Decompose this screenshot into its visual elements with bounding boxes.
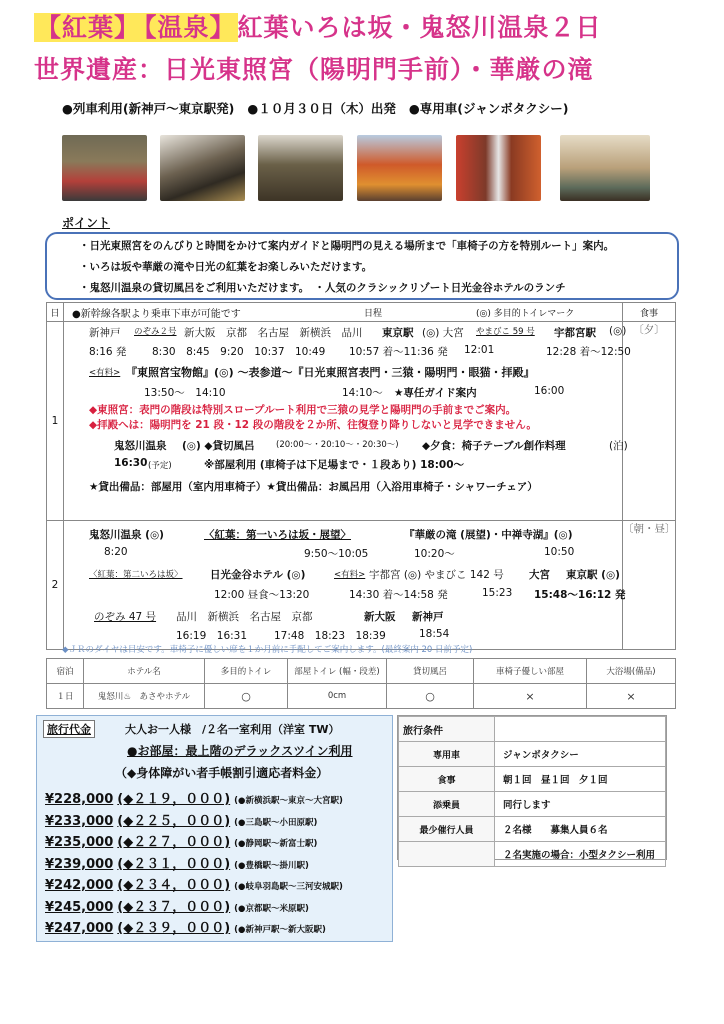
photo-kegon-falls xyxy=(456,135,541,201)
cond-meal-value: 朝１回 昼１回 夕１回 xyxy=(495,767,666,792)
photo-yomeimon-gate xyxy=(258,135,343,201)
cond-escort-value: 同行します xyxy=(495,792,666,817)
d1-t-tokyo: 10:57 着～11:36 発 xyxy=(349,346,448,358)
day1-number: 1 xyxy=(47,322,64,521)
d1-toshogu-route: 『東照宮宝物館』(◎) ～表参道～『日光東照宮表門・三猿・陽明門・眼猫・拝殿』 xyxy=(126,366,535,379)
d1-t-arrive: 16:30 xyxy=(114,457,148,469)
d1-stations: 新大阪 京都 名古屋 新横浜 品川 xyxy=(184,327,363,339)
d1-t-stops: 8:30 8:45 9:20 10:37 10:49 xyxy=(152,346,326,358)
price-area: (●京都駅～米原駅) xyxy=(234,903,309,914)
price-discount: (◆２３１，０００) xyxy=(117,856,231,872)
hotel-table xyxy=(46,658,676,709)
room-info: ●お部屋：最上階のデラックスツイン利用 xyxy=(127,744,353,758)
d2-shinosaka: 新大阪 xyxy=(364,611,396,623)
price-row xyxy=(45,874,343,893)
d2-t-lunch: 12:00 昼食～13:20 xyxy=(214,589,310,601)
d2-kegon: 『華厳の滝 (展望)・中禅寺湖』(◎) xyxy=(404,529,573,541)
hotel-header xyxy=(47,659,676,684)
hotel-h-accessible-room: 車椅子優しい部屋 xyxy=(474,659,587,684)
d2-kanaya: 日光金谷ホテル (◎) xyxy=(210,569,306,581)
hotel-h-bath: 大浴場(備品) xyxy=(587,659,676,684)
price-discount: (◆２３９，０００) xyxy=(117,921,231,936)
day2-row xyxy=(47,521,676,650)
d1-planned: (予定) xyxy=(148,461,172,471)
day1-meal: 〔夕〕 xyxy=(623,322,676,521)
hotel-day: １日 xyxy=(47,684,84,709)
d2-kinugawa: 鬼怒川温泉 (◎) xyxy=(89,529,164,541)
d1-t-utsu: 12:28 着～12:50 xyxy=(546,346,631,358)
price-row xyxy=(45,831,317,850)
price-amount: ¥228,000 xyxy=(45,792,114,807)
price-box xyxy=(36,715,393,942)
photo-onsen-bath xyxy=(560,135,650,201)
photo-shrine-roof xyxy=(160,135,245,201)
hotel-h-room-toilet: 部屋トイレ (幅・段差) xyxy=(288,659,387,684)
hotel-bath: × xyxy=(587,684,676,709)
price-row xyxy=(45,917,326,936)
cond-meal-key: 食事 xyxy=(399,767,495,792)
price-area: (●新横浜駅～東京～大宮駅) xyxy=(234,796,343,806)
day1-row xyxy=(47,322,676,521)
d2-t-nagoya: 17:48 18:23 18:39 xyxy=(274,630,386,642)
d2-irohazaka1: 〈紅葉：第一いろは坂・展望〉 xyxy=(204,529,351,541)
price-area: (●静岡駅～新富士駅) xyxy=(234,839,318,849)
d2-t-omiya: 15:23 xyxy=(482,587,513,599)
d1-bath-times: (20:00～・20:10～・20:30～) xyxy=(276,440,399,450)
conditions-box xyxy=(397,715,667,860)
title-main-1: 紅葉いろは坂・鬼怒川温泉２日 xyxy=(237,13,602,42)
trip-summary xyxy=(62,99,568,117)
day2-meal: 〔朝・昼〕 xyxy=(623,521,676,650)
d1-yamabiko59: やまびこ 59 号 xyxy=(476,327,535,337)
header-nittei: 日程 xyxy=(364,309,383,319)
d1-private-bath: (◎) ◆貸切風呂 xyxy=(182,440,255,452)
d2-t-view: 9:50～10:05 xyxy=(304,548,369,560)
price-row xyxy=(45,896,309,915)
d2-tokyo: 東京駅 (◎) xyxy=(566,569,620,581)
hotel-h-toilet: 多目的トイレ xyxy=(205,659,288,684)
price-per-person: 大人お一人様 /２名一室利用（洋室 TW） xyxy=(125,723,340,736)
d1-equipment: ★貸出備品：部屋用（室内用車椅子）★貸出備品：お風呂用（入浴用車椅子・シャワーチェア） xyxy=(89,481,538,493)
d1-utsu-toilet: (◎) xyxy=(609,325,627,337)
price-row xyxy=(45,788,343,807)
points-box xyxy=(45,232,679,300)
cond-min-key: 最少催行人員 xyxy=(399,817,495,842)
d1-omiya: (◎) 大宮 xyxy=(422,327,464,339)
d1-kinugawa: 鬼怒川温泉 xyxy=(114,440,167,452)
d1-guide: ★専任ガイド案内 xyxy=(394,387,477,399)
photo-toshogu-visitors xyxy=(62,135,147,201)
d2-t-kegon: 10:20～ xyxy=(414,548,455,560)
toilet-legend: (◎) 多目的トイレマーク xyxy=(476,309,575,319)
photo-strip xyxy=(62,135,652,201)
hotel-row xyxy=(47,684,676,709)
price-amount: ¥247,000 xyxy=(45,921,114,936)
hotel-private-bath: ○ xyxy=(387,684,474,709)
hotel-name: 鬼怒川♨ あさやホテル xyxy=(84,684,205,709)
price-row xyxy=(45,810,317,829)
day2-number: 2 xyxy=(47,521,64,650)
d1-slope-note: ◆東照宮：表門の階段は特別スロープルート利用で三猿の見学と陽明門の手前までご案内。 xyxy=(89,404,517,416)
price-amount: ¥242,000 xyxy=(45,878,114,893)
header-itinerary xyxy=(64,303,623,322)
d1-t-omiya: 12:01 xyxy=(464,344,495,356)
price-discount: (◆２２７，０００) xyxy=(117,835,231,850)
price-area: (●豊橋駅～掛川駅) xyxy=(234,860,309,871)
d2-omiya: 大宮 xyxy=(529,569,550,581)
day1-itinerary xyxy=(64,322,631,521)
conditions-table xyxy=(398,716,666,867)
d1-room-note: ※部屋利用 (車椅子は下足場まで・１段あり) 18:00～ xyxy=(204,459,465,471)
schedule-table xyxy=(46,302,676,650)
discount-info: （◆身体障がい者手帳割引適応者料金） xyxy=(115,766,329,780)
point-1: ・日光東照宮をのんびりと時間をかけて案内ガイドと陽明門の見える場所まで「車椅子の方を特別ルート」案内。 xyxy=(79,240,615,252)
d2-t-tokyo: 15:48～16:12 発 xyxy=(534,589,626,601)
d2-stations: 品川 新横浜 名古屋 京都 xyxy=(176,611,313,623)
d1-t-shrine: 14:10～ xyxy=(342,387,383,399)
d2-t-depart: 8:20 xyxy=(104,546,128,558)
tag-koyo: 【紅葉】 xyxy=(36,13,141,42)
title-line-2: 世界遺産：日光東照宮（陽明門手前）・華厳の滝 xyxy=(34,55,594,84)
points-heading: ポイント xyxy=(62,216,111,230)
price-discount: (◆２２５，０００) xyxy=(117,813,231,829)
price-discount: (◆２３４，０００) xyxy=(117,878,231,893)
hotel-toilet: ○ xyxy=(205,684,288,709)
d2-nozomi47: のぞみ 47 号 xyxy=(94,611,157,623)
conditions-label-blank xyxy=(495,717,666,742)
d1-nozomi2: のぞみ２号 xyxy=(134,327,177,337)
d2-t-utsu: 14:30 着～14:58 発 xyxy=(349,589,448,601)
price-amount: ¥235,000 xyxy=(45,835,114,850)
d1-t-depart: 8:16 発 xyxy=(89,346,127,358)
hotel-accessible-room: × xyxy=(474,684,587,709)
price-discount: (◆２３７，０００) xyxy=(117,899,231,915)
hotel-h-private-bath: 貸切風呂 xyxy=(387,659,474,684)
cond-extra-value: ２名実施の場合：小型タクシー利用 xyxy=(495,842,666,867)
price-amount: ¥239,000 xyxy=(45,856,114,872)
cond-vehicle-value: ジャンボタクシー xyxy=(495,742,666,767)
d2-t-lake: 10:50 xyxy=(544,546,575,558)
d1-paid-tag: <有料> xyxy=(89,368,121,378)
price-area: (●岐阜羽島駅～三河安城駅) xyxy=(234,882,343,892)
photo-autumn-valley xyxy=(357,135,442,201)
cond-extra-key xyxy=(399,842,495,867)
vehicle-info: ●専用車(ジャンボタクシー) xyxy=(408,101,569,116)
d1-t-end: 16:00 xyxy=(534,385,565,397)
d1-stairs-note: ◆拝殿へは：陽明門を 21 段・12 段の階段を２か所、往復登り降りしないと見学できません。 xyxy=(89,419,537,431)
d2-paid-tag: <有料> xyxy=(334,570,366,580)
tag-onsen: 【温泉】 xyxy=(144,13,236,42)
hotel-h-stay: 宿泊 xyxy=(47,659,84,684)
price-area: (●三島駅～小田原駅) xyxy=(234,817,318,828)
cond-vehicle-key: 専用車 xyxy=(399,742,495,767)
d1-stay: (泊) xyxy=(609,440,628,452)
cond-escort-key: 添乗員 xyxy=(399,792,495,817)
day2-itinerary xyxy=(64,521,626,650)
shinkansen-note: ●新幹線各駅より乗車下車が可能です xyxy=(72,309,241,320)
jr-schedule-note: ◆ＪＲのダイヤは目安です。車椅子に優しい席を１か月前に手配してご案内します。(最終案内 20 日前予定) xyxy=(62,645,473,655)
price-discount: (◆２１９，０００) xyxy=(117,792,231,807)
d2-irohazaka2: 〈紅葉：第二いろは坂〉 xyxy=(89,570,183,580)
header-meal: 食事 xyxy=(623,303,676,322)
d1-tokyo: 東京駅 xyxy=(382,327,414,339)
d2-t-arrive: 18:54 xyxy=(419,628,450,640)
d1-t-museum: 13:50～ 14:10 xyxy=(144,387,226,399)
price-label: 旅行代金 xyxy=(43,720,95,738)
date-info: ●１０月３０日（木）出発 xyxy=(247,101,396,116)
d2-shinkobe: 新神戸 xyxy=(412,611,444,623)
conditions-label: 旅行条件 xyxy=(399,717,495,742)
d1-shinkobe: 新神戸 xyxy=(89,327,121,339)
title-line-1 xyxy=(34,8,602,44)
hotel-room-toilet: 0cm xyxy=(288,684,387,709)
d2-t-shinagawa: 16:19 16:31 xyxy=(176,630,248,642)
hotel-h-name: ホテル名 xyxy=(84,659,205,684)
point-3: ・鬼怒川温泉の貸切風呂をご利用いただけます。 ・人気のクラシックリゾート日光金谷ホテルのランチ xyxy=(79,282,566,294)
d1-dinner: ◆夕食：椅子テーブル創作料理 xyxy=(422,440,566,452)
price-row xyxy=(45,853,309,872)
cond-min-value: ２名様 募集人員６名 xyxy=(495,817,666,842)
header-day: 日 xyxy=(47,303,64,322)
price-area: (●新神戸駅～新大阪駅) xyxy=(234,925,326,935)
train-info: ●列車利用(新神戸～東京駅発) xyxy=(62,101,235,116)
d1-utsunomiya: 宇都宮駅 xyxy=(554,327,596,339)
schedule-header xyxy=(47,303,676,322)
price-amount: ¥245,000 xyxy=(45,899,114,915)
point-2: ・いろは坂や華厳の滝や日光の紅葉をお楽しみいただけます。 xyxy=(79,261,373,273)
d2-utsunomiya: 宇都宮 (◎) やまびこ 142 号 xyxy=(369,569,504,581)
price-amount: ¥233,000 xyxy=(45,813,114,829)
